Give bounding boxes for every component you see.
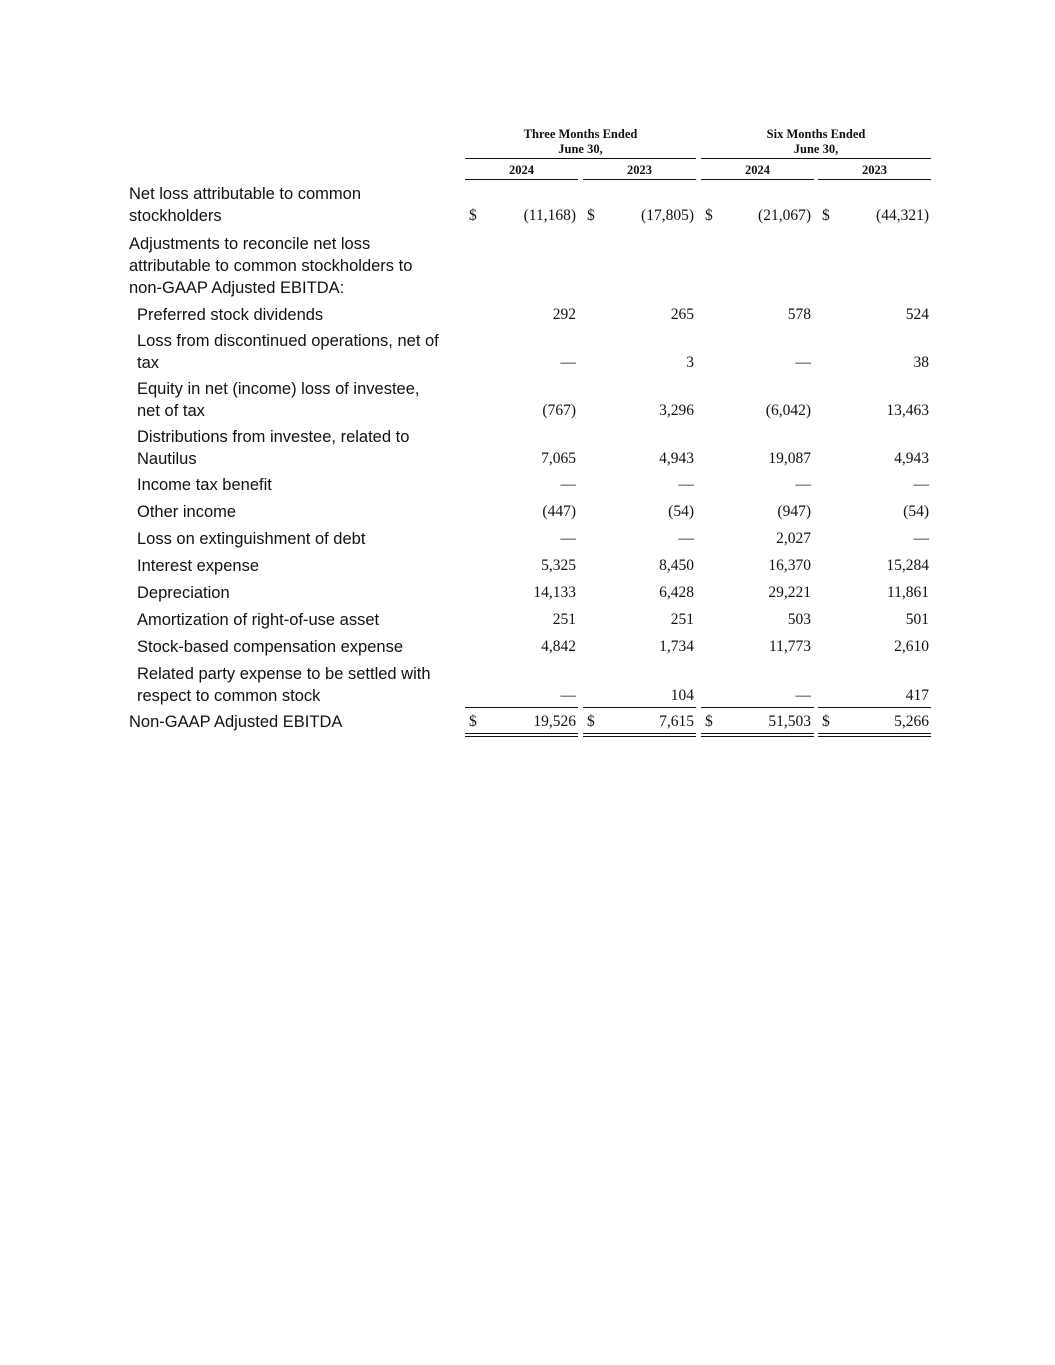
currency-symbol-net-loss-col2: $ <box>587 207 595 224</box>
row-label-adjustments-heading-line1: Adjustments to reconcile net loss <box>129 235 371 253</box>
row-label-net-loss-line1: Net loss attributable to common <box>129 185 362 203</box>
currency-symbol-net-loss-col4: $ <box>822 207 830 224</box>
value-equity-investee-col1: (767) <box>542 402 576 419</box>
value-interest-expense-col3: 16,370 <box>768 557 811 574</box>
value-stock-based-comp-col1: 4,842 <box>541 638 576 655</box>
value-equity-investee-col3: (6,042) <box>765 402 811 419</box>
header-six-months-line1: Six Months Ended <box>766 127 866 141</box>
value-net-loss-col2: (17,805) <box>641 207 694 224</box>
value-other-income-col2: (54) <box>668 503 694 520</box>
value-loss-discontinued-ops-col3: — <box>795 354 811 371</box>
row-label-amortization-rou: Amortization of right-of-use asset <box>137 611 380 629</box>
year-rule-3 <box>701 179 814 180</box>
currency-symbol-adjusted-ebitda-col2: $ <box>587 713 595 730</box>
value-loss-extinguishment-debt-col4: — <box>913 530 929 547</box>
total-double-rule-top-col1 <box>465 733 578 734</box>
total-double-rule-bottom-col1 <box>465 736 578 737</box>
value-preferred-stock-dividends-col4: 524 <box>905 306 929 323</box>
currency-symbol-adjusted-ebitda-col4: $ <box>822 713 830 730</box>
year-rule-1 <box>465 179 578 180</box>
row-label-loss-discontinued-ops-line1: Loss from discontinued operations, net of <box>137 332 439 350</box>
subtotal-rule-col4 <box>818 707 931 708</box>
row-label-net-loss-line2: stockholders <box>129 207 222 225</box>
row-label-interest-expense: Interest expense <box>137 557 259 575</box>
row-label-distributions-investee-line1: Distributions from investee, related to <box>137 428 410 446</box>
value-interest-expense-col2: 8,450 <box>659 557 694 574</box>
value-amortization-rou-col2: 251 <box>670 611 694 628</box>
subtotal-rule-col3 <box>701 707 814 708</box>
row-label-preferred-stock-dividends: Preferred stock dividends <box>137 306 324 324</box>
header-group-rule-2 <box>701 158 931 159</box>
value-related-party-expense-col4: 417 <box>905 687 929 704</box>
value-preferred-stock-dividends-col3: 578 <box>787 306 811 323</box>
value-loss-discontinued-ops-col2: 3 <box>686 354 694 371</box>
value-other-income-col4: (54) <box>903 503 929 520</box>
row-label-loss-extinguishment-debt: Loss on extinguishment of debt <box>137 530 366 548</box>
header-six-months-line2: June 30, <box>793 142 839 156</box>
header-three-months-line2: June 30, <box>558 142 603 156</box>
value-income-tax-benefit-col2: — <box>678 476 694 493</box>
value-stock-based-comp-col2: 1,734 <box>659 638 694 655</box>
row-label-equity-investee-line2: net of tax <box>137 402 205 420</box>
value-adjusted-ebitda-col3: 51,503 <box>768 713 811 730</box>
row-label-related-party-expense-line1: Related party expense to be settled with <box>137 665 431 683</box>
value-income-tax-benefit-col1: — <box>560 476 576 493</box>
value-income-tax-benefit-col4: — <box>913 476 929 493</box>
row-label-distributions-investee-line2: Nautilus <box>137 450 197 468</box>
value-adjusted-ebitda-col4: 5,266 <box>894 713 929 730</box>
total-double-rule-top-col4 <box>818 733 931 734</box>
value-amortization-rou-col1: 251 <box>552 611 576 628</box>
total-double-rule-top-col2 <box>583 733 696 734</box>
row-label-income-tax-benefit: Income tax benefit <box>137 476 272 494</box>
value-other-income-col3: (947) <box>777 503 811 520</box>
value-income-tax-benefit-col3: — <box>795 476 811 493</box>
value-related-party-expense-col1: — <box>560 687 576 704</box>
row-label-equity-investee-line1: Equity in net (income) loss of investee, <box>137 380 420 398</box>
row-label-stock-based-comp: Stock-based compensation expense <box>137 638 403 656</box>
value-net-loss-col1: (11,168) <box>523 207 576 224</box>
year-rule-2 <box>583 179 696 180</box>
value-loss-extinguishment-debt-col2: — <box>678 530 694 547</box>
subtotal-rule-col1 <box>465 707 578 708</box>
row-label-loss-discontinued-ops-line2: tax <box>137 354 160 372</box>
value-loss-discontinued-ops-col1: — <box>560 354 576 371</box>
value-related-party-expense-col2: 104 <box>670 687 694 704</box>
value-equity-investee-col2: 3,296 <box>659 402 694 419</box>
subtotal-rule-col2 <box>583 707 696 708</box>
value-stock-based-comp-col3: 11,773 <box>768 638 811 655</box>
value-related-party-expense-col3: — <box>795 687 811 704</box>
value-loss-discontinued-ops-col4: 38 <box>913 354 929 371</box>
value-loss-extinguishment-debt-col3: 2,027 <box>776 530 811 547</box>
currency-symbol-adjusted-ebitda-col3: $ <box>705 713 713 730</box>
header-three-months-line1: Three Months Ended <box>523 127 638 141</box>
value-adjusted-ebitda-col2: 7,615 <box>659 713 694 730</box>
row-label-adjustments-heading-line2: attributable to common stockholders to <box>129 257 413 275</box>
value-distributions-investee-col4: 4,943 <box>894 450 929 467</box>
year-rule-4 <box>818 179 931 180</box>
header-group-rule-1 <box>465 158 696 159</box>
value-loss-extinguishment-debt-col1: — <box>560 530 576 547</box>
year-header-1: 2024 <box>509 163 534 177</box>
year-header-3: 2024 <box>745 163 770 177</box>
year-header-2: 2023 <box>627 163 652 177</box>
value-depreciation-col4: 11,861 <box>886 584 929 601</box>
row-label-adjustments-heading-line3: non-GAAP Adjusted EBITDA: <box>129 279 345 297</box>
row-label-adjusted-ebitda: Non-GAAP Adjusted EBITDA <box>129 713 343 731</box>
value-other-income-col1: (447) <box>542 503 576 520</box>
value-depreciation-col2: 6,428 <box>659 584 694 601</box>
value-equity-investee-col4: 13,463 <box>886 402 929 419</box>
value-depreciation-col1: 14,133 <box>533 584 576 601</box>
value-depreciation-col3: 29,221 <box>768 584 811 601</box>
value-distributions-investee-col3: 19,087 <box>768 450 811 467</box>
total-double-rule-bottom-col2 <box>583 736 696 737</box>
total-double-rule-bottom-col3 <box>701 736 814 737</box>
value-preferred-stock-dividends-col1: 292 <box>552 306 576 323</box>
currency-symbol-adjusted-ebitda-col1: $ <box>469 713 477 730</box>
value-amortization-rou-col3: 503 <box>787 611 811 628</box>
row-label-depreciation: Depreciation <box>137 584 230 602</box>
row-label-other-income: Other income <box>137 503 237 521</box>
value-interest-expense-col1: 5,325 <box>541 557 576 574</box>
row-label-related-party-expense-line2: respect to common stock <box>137 687 321 705</box>
value-preferred-stock-dividends-col2: 265 <box>670 306 694 323</box>
total-double-rule-top-col3 <box>701 733 814 734</box>
value-distributions-investee-col2: 4,943 <box>659 450 694 467</box>
currency-symbol-net-loss-col1: $ <box>469 207 477 224</box>
value-interest-expense-col4: 15,284 <box>886 557 929 574</box>
currency-symbol-net-loss-col3: $ <box>705 207 713 224</box>
value-adjusted-ebitda-col1: 19,526 <box>533 713 576 730</box>
total-double-rule-bottom-col4 <box>818 736 931 737</box>
year-header-4: 2023 <box>862 163 887 177</box>
value-amortization-rou-col4: 501 <box>905 611 929 628</box>
value-net-loss-col3: (21,067) <box>758 207 811 224</box>
value-stock-based-comp-col4: 2,610 <box>894 638 929 655</box>
value-net-loss-col4: (44,321) <box>876 207 929 224</box>
value-distributions-investee-col1: 7,065 <box>541 450 576 467</box>
